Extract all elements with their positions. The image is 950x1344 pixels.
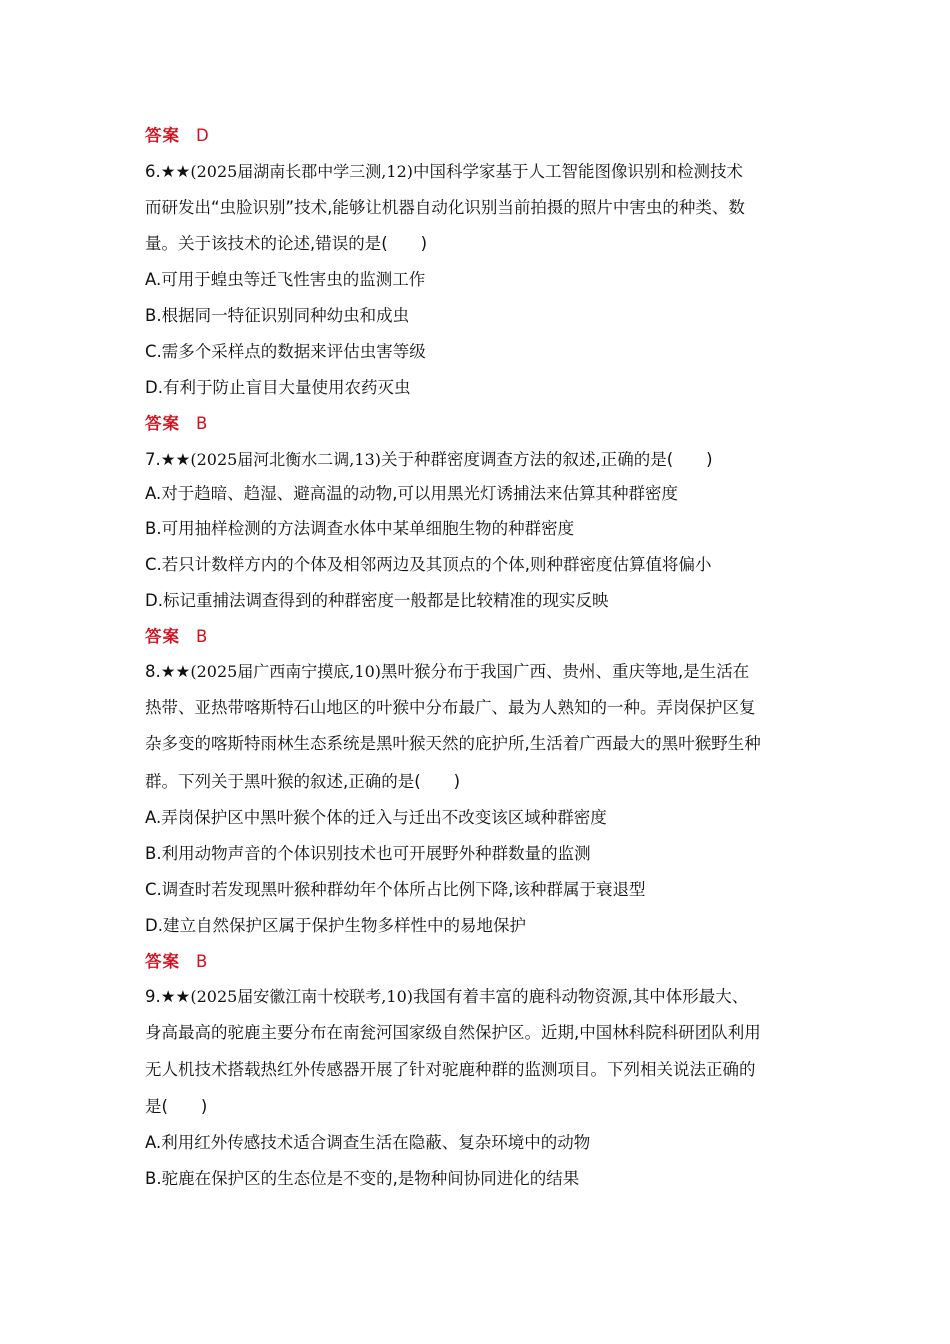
question-6-option-b: B.根据同一特征识别同种幼虫和成虫: [145, 306, 410, 325]
answer-line: [145, 125, 810, 147]
question-7-option-b: B.可用抽样检测的方法调查水体中某单细胞生物的种群密度: [145, 519, 575, 538]
question-number: 9.: [145, 987, 161, 1006]
question-7-option-a: A.对于趋暗、趋湿、避高温的动物,可以用黑光灯诱捕法来估算其种群密度: [145, 484, 678, 503]
difficulty-stars: ★★: [160, 662, 191, 681]
question-source: (2025届安徽江南十校联考,10): [190, 987, 413, 1006]
question-7-option-d: D.标记重捕法调查得到的种群密度一般都是比较精准的现实反映: [145, 591, 609, 610]
question-9-stem-line-1: [145, 986, 810, 1008]
difficulty-stars: ★★: [160, 450, 191, 469]
answer-line: [145, 413, 810, 435]
answer-line: [145, 626, 810, 648]
question-8-option-d: D.建立自然保护区属于保护生物多样性中的易地保护: [145, 916, 526, 935]
question-source: (2025届广西南宁摸底,10): [190, 662, 381, 681]
question-8-option-c: C.调查时若发现黑叶猴种群幼年个体所占比例下降,该种群属于衰退型: [145, 880, 646, 899]
question-6-option-a: A.可用于蝗虫等迁飞性害虫的监测工作: [145, 270, 426, 289]
question-8-stem-line-1: [145, 661, 810, 683]
question-9-stem-line-4: 是( ): [145, 1097, 208, 1116]
question-9-stem-line-3: 无人机技术搭载热红外传感器开展了针对驼鹿种群的监测项目。下列相关说法正确的: [145, 1060, 756, 1079]
question-6-stem-line-3: 量。关于该技术的论述,错误的是( ): [145, 234, 428, 253]
question-9-option-a: A.利用红外传感技术适合调查生活在隐蔽、复杂环境中的动物: [145, 1133, 591, 1152]
question-number: 7.: [145, 450, 161, 469]
question-8-stem-line-2: 热带、亚热带喀斯特石山地区的叶猴中分布最广、最为人熟知的一种。弄岗保护区复: [145, 698, 756, 717]
question-8-stem-line-3: 杂多变的喀斯特雨林生态系统是黑叶猴天然的庇护所,生活着广西最大的黑叶猴野生种: [145, 734, 761, 753]
answer-value: B: [196, 952, 209, 971]
question-8-option-a: A.弄岗保护区中黑叶猴个体的迁入与迁出不改变该区域种群密度: [145, 808, 607, 827]
answer-value: D: [196, 126, 210, 145]
answer-label: 答案: [145, 952, 180, 971]
question-6-option-d: D.有利于防止盲目大量使用农药灭虫: [145, 378, 411, 397]
question-9-stem-line-2: 身高最高的驼鹿主要分布在南瓮河国家级自然保护区。近期,中国林科院科研团队利用: [145, 1023, 761, 1042]
question-stem-text: 我国有着丰富的鹿科动物资源,其中体形最大、: [413, 987, 749, 1006]
question-source: (2025届河北衡水二调,13): [190, 450, 381, 469]
question-number: 6.: [145, 162, 161, 181]
question-stem-text: 中国科学家基于人工智能图像识别和检测技术: [413, 162, 743, 181]
question-stem-text: 关于种群密度调查方法的叙述,正确的是( ): [381, 450, 713, 469]
difficulty-stars: ★★: [160, 162, 191, 181]
question-7-stem-line-1: [145, 449, 810, 471]
question-8-option-b: B.利用动物声音的个体识别技术也可开展野外种群数量的监测: [145, 844, 591, 863]
answer-line: [145, 951, 810, 973]
answer-label: 答案: [145, 627, 180, 646]
question-7-option-c: C.若只计数样方内的个体及相邻两边及其顶点的个体,则种群密度估算值将偏小: [145, 555, 712, 574]
answer-label: 答案: [145, 414, 180, 433]
difficulty-stars: ★★: [160, 987, 191, 1006]
question-9-option-b: B.驼鹿在保护区的生态位是不变的,是物种间协同进化的结果: [145, 1169, 580, 1188]
question-8-stem-line-4: 群。下列关于黑叶猴的叙述,正确的是( ): [145, 772, 461, 791]
question-source: (2025届湖南长郡中学三测,12): [190, 162, 413, 181]
answer-value: B: [196, 627, 209, 646]
question-number: 8.: [145, 662, 161, 681]
answer-label: 答案: [145, 126, 180, 145]
question-stem-text: 黑叶猴分布于我国广西、贵州、重庆等地,是生活在: [381, 662, 750, 681]
question-6-stem-line-1: [145, 161, 810, 183]
question-6-stem-line-2: 而研发出“虫脸识别”技术,能够让机器自动化识别当前拍摄的照片中害虫的种类、数: [145, 198, 745, 217]
answer-value: B: [196, 414, 209, 433]
question-6-option-c: C.需多个采样点的数据来评估虫害等级: [145, 342, 426, 361]
